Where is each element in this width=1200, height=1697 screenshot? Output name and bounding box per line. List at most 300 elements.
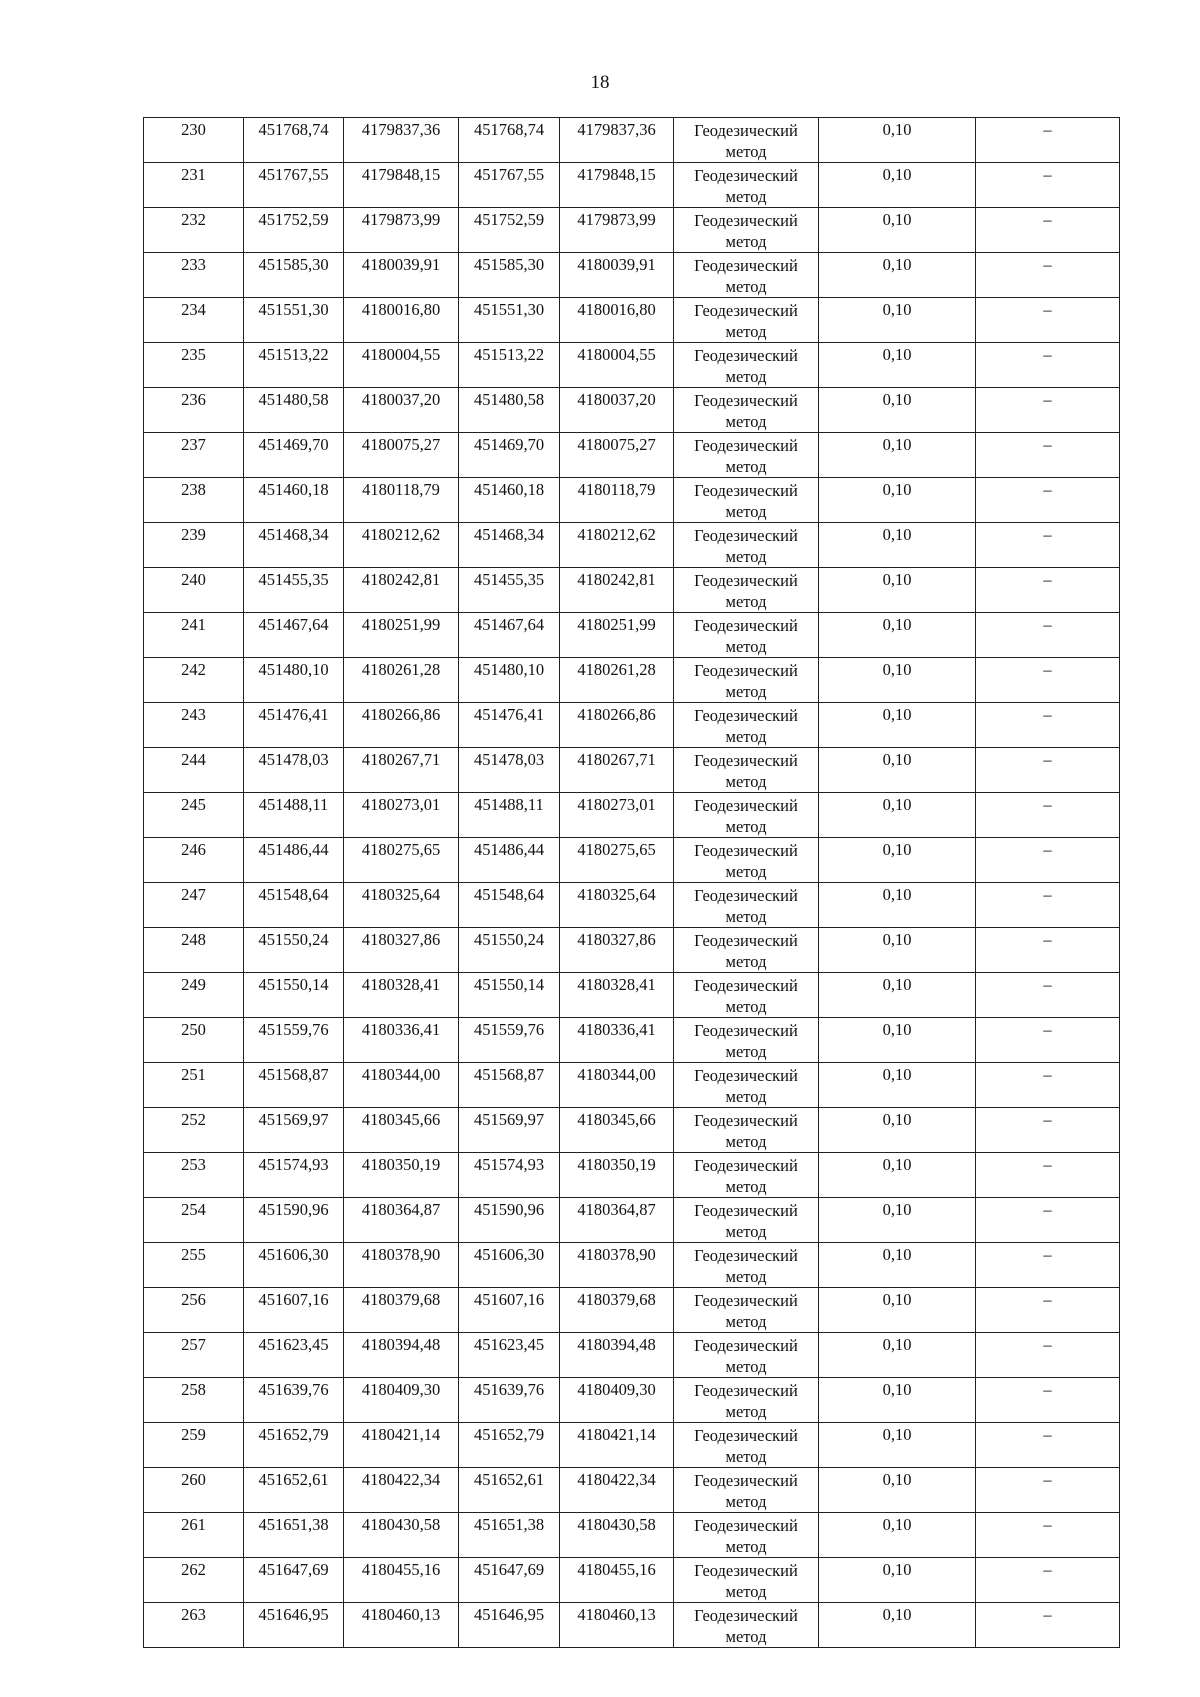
accuracy-cell: 0,10 [819,838,976,883]
x-existing-cell: 451550,14 [244,973,344,1018]
y-existing-cell: 4180345,66 [344,1108,459,1153]
table-row [144,1333,1120,1378]
description-cell: – [976,568,1120,613]
description-cell: – [976,298,1120,343]
description-cell: – [976,208,1120,253]
x-refined-cell: 451550,24 [459,928,560,973]
x-refined-cell: 451569,97 [459,1108,560,1153]
description-cell: – [976,1198,1120,1243]
y-existing-cell: 4180267,71 [344,748,459,793]
description-cell: – [976,1153,1120,1198]
accuracy-cell: 0,10 [819,343,976,388]
y-existing-cell: 4180409,30 [344,1378,459,1423]
point-number-cell: 231 [144,163,244,208]
point-number-cell: 244 [144,748,244,793]
y-existing-cell: 4180379,68 [344,1288,459,1333]
x-refined-cell: 451639,76 [459,1378,560,1423]
table-row [144,658,1120,703]
accuracy-cell: 0,10 [819,1153,976,1198]
description-cell: – [976,613,1120,658]
accuracy-cell: 0,10 [819,1513,976,1558]
y-existing-cell: 4180016,80 [344,298,459,343]
y-refined-cell: 4180409,30 [560,1378,674,1423]
table-row [144,1108,1120,1153]
x-existing-cell: 451467,64 [244,613,344,658]
point-number-cell: 249 [144,973,244,1018]
method-cell: Геодезический метод [674,838,819,883]
description-cell: – [976,1288,1120,1333]
y-existing-cell: 4180422,34 [344,1468,459,1513]
y-refined-cell: 4180267,71 [560,748,674,793]
description-cell: – [976,1558,1120,1603]
y-existing-cell: 4180344,00 [344,1063,459,1108]
table-row [144,1603,1120,1648]
point-number-cell: 236 [144,388,244,433]
method-cell: Геодезический метод [674,433,819,478]
x-existing-cell: 451652,61 [244,1468,344,1513]
y-refined-cell: 4179873,99 [560,208,674,253]
method-cell: Геодезический метод [674,298,819,343]
method-cell: Геодезический метод [674,1063,819,1108]
method-cell: Геодезический метод [674,208,819,253]
point-number-cell: 253 [144,1153,244,1198]
description-cell: – [976,928,1120,973]
point-number-cell: 235 [144,343,244,388]
description-cell: – [976,1018,1120,1063]
method-cell: Геодезический метод [674,1513,819,1558]
method-cell: Геодезический метод [674,1018,819,1063]
description-cell: – [976,478,1120,523]
coordinates-table [143,117,1120,1648]
accuracy-cell: 0,10 [819,433,976,478]
y-existing-cell: 4180251,99 [344,613,459,658]
y-existing-cell: 4180075,27 [344,433,459,478]
description-cell: – [976,1378,1120,1423]
description-cell: – [976,748,1120,793]
x-refined-cell: 451469,70 [459,433,560,478]
x-refined-cell: 451574,93 [459,1153,560,1198]
y-refined-cell: 4180325,64 [560,883,674,928]
method-cell: Геодезический метод [674,748,819,793]
x-existing-cell: 451548,64 [244,883,344,928]
method-cell: Геодезический метод [674,613,819,658]
description-cell: – [976,1108,1120,1153]
table-row [144,163,1120,208]
accuracy-cell: 0,10 [819,1558,976,1603]
y-refined-cell: 4180430,58 [560,1513,674,1558]
accuracy-cell: 0,10 [819,568,976,613]
method-cell: Геодезический метод [674,1333,819,1378]
accuracy-cell: 0,10 [819,1423,976,1468]
point-number-cell: 262 [144,1558,244,1603]
y-existing-cell: 4180350,19 [344,1153,459,1198]
y-refined-cell: 4180460,13 [560,1603,674,1648]
point-number-cell: 242 [144,658,244,703]
method-cell: Геодезический метод [674,883,819,928]
accuracy-cell: 0,10 [819,1018,976,1063]
accuracy-cell: 0,10 [819,208,976,253]
x-refined-cell: 451513,22 [459,343,560,388]
y-refined-cell: 4180455,16 [560,1558,674,1603]
y-existing-cell: 4179873,99 [344,208,459,253]
y-existing-cell: 4180004,55 [344,343,459,388]
method-cell: Геодезический метод [674,118,819,163]
method-cell: Геодезический метод [674,163,819,208]
description-cell: – [976,523,1120,568]
x-refined-cell: 451468,34 [459,523,560,568]
x-existing-cell: 451768,74 [244,118,344,163]
table-row [144,1513,1120,1558]
y-refined-cell: 4180379,68 [560,1288,674,1333]
y-existing-cell: 4180394,48 [344,1333,459,1378]
table-row [144,208,1120,253]
description-cell: – [976,973,1120,1018]
method-cell: Геодезический метод [674,1288,819,1333]
table-row [144,703,1120,748]
x-refined-cell: 451568,87 [459,1063,560,1108]
y-existing-cell: 4180037,20 [344,388,459,433]
table-row [144,973,1120,1018]
method-cell: Геодезический метод [674,478,819,523]
x-existing-cell: 451647,69 [244,1558,344,1603]
table-row [144,478,1120,523]
description-cell: – [976,1063,1120,1108]
x-refined-cell: 451460,18 [459,478,560,523]
y-existing-cell: 4180039,91 [344,253,459,298]
method-cell: Геодезический метод [674,1468,819,1513]
accuracy-cell: 0,10 [819,928,976,973]
x-refined-cell: 451551,30 [459,298,560,343]
accuracy-cell: 0,10 [819,298,976,343]
y-existing-cell: 4180273,01 [344,793,459,838]
y-refined-cell: 4180266,86 [560,703,674,748]
y-existing-cell: 4180455,16 [344,1558,459,1603]
point-number-cell: 239 [144,523,244,568]
table-body [144,118,1120,1648]
y-refined-cell: 4179837,36 [560,118,674,163]
x-refined-cell: 451550,14 [459,973,560,1018]
method-cell: Геодезический метод [674,568,819,613]
y-existing-cell: 4179848,15 [344,163,459,208]
point-number-cell: 261 [144,1513,244,1558]
y-existing-cell: 4180336,41 [344,1018,459,1063]
table-row [144,118,1120,163]
point-number-cell: 240 [144,568,244,613]
accuracy-cell: 0,10 [819,1378,976,1423]
x-refined-cell: 451646,95 [459,1603,560,1648]
accuracy-cell: 0,10 [819,1108,976,1153]
x-existing-cell: 451550,24 [244,928,344,973]
x-refined-cell: 451767,55 [459,163,560,208]
y-existing-cell: 4180328,41 [344,973,459,1018]
table-row [144,1288,1120,1333]
x-existing-cell: 451460,18 [244,478,344,523]
x-existing-cell: 451652,79 [244,1423,344,1468]
accuracy-cell: 0,10 [819,973,976,1018]
accuracy-cell: 0,10 [819,613,976,658]
method-cell: Геодезический метод [674,1558,819,1603]
point-number-cell: 243 [144,703,244,748]
x-refined-cell: 451590,96 [459,1198,560,1243]
x-refined-cell: 451467,64 [459,613,560,658]
x-existing-cell: 451486,44 [244,838,344,883]
description-cell: – [976,1603,1120,1648]
table-row [144,253,1120,298]
accuracy-cell: 0,10 [819,1063,976,1108]
accuracy-cell: 0,10 [819,1243,976,1288]
table-row [144,1198,1120,1243]
method-cell: Геодезический метод [674,703,819,748]
x-existing-cell: 451568,87 [244,1063,344,1108]
description-cell: – [976,658,1120,703]
method-cell: Геодезический метод [674,1153,819,1198]
x-existing-cell: 451623,45 [244,1333,344,1378]
accuracy-cell: 0,10 [819,1333,976,1378]
table-row [144,1558,1120,1603]
method-cell: Геодезический метод [674,343,819,388]
y-refined-cell: 4180037,20 [560,388,674,433]
description-cell: – [976,883,1120,928]
y-refined-cell: 4179848,15 [560,163,674,208]
y-existing-cell: 4180421,14 [344,1423,459,1468]
description-cell: – [976,118,1120,163]
description-cell: – [976,703,1120,748]
table-row [144,748,1120,793]
y-refined-cell: 4180242,81 [560,568,674,613]
y-refined-cell: 4180422,34 [560,1468,674,1513]
method-cell: Геодезический метод [674,793,819,838]
y-refined-cell: 4180394,48 [560,1333,674,1378]
point-number-cell: 238 [144,478,244,523]
table-row [144,523,1120,568]
table-row [144,1423,1120,1468]
point-number-cell: 254 [144,1198,244,1243]
table-row [144,388,1120,433]
point-number-cell: 252 [144,1108,244,1153]
description-cell: – [976,1333,1120,1378]
method-cell: Геодезический метод [674,1108,819,1153]
description-cell: – [976,433,1120,478]
x-existing-cell: 451590,96 [244,1198,344,1243]
x-existing-cell: 451469,70 [244,433,344,478]
x-refined-cell: 451652,79 [459,1423,560,1468]
point-number-cell: 256 [144,1288,244,1333]
y-refined-cell: 4180327,86 [560,928,674,973]
x-existing-cell: 451480,58 [244,388,344,433]
table-row [144,883,1120,928]
x-refined-cell: 451480,58 [459,388,560,433]
table-row [144,1243,1120,1288]
x-refined-cell: 451486,44 [459,838,560,883]
y-existing-cell: 4180261,28 [344,658,459,703]
y-existing-cell: 4180460,13 [344,1603,459,1648]
point-number-cell: 255 [144,1243,244,1288]
y-existing-cell: 4180430,58 [344,1513,459,1558]
point-number-cell: 233 [144,253,244,298]
table-row [144,298,1120,343]
x-existing-cell: 451752,59 [244,208,344,253]
page-number: 18 [590,72,610,93]
y-refined-cell: 4180364,87 [560,1198,674,1243]
point-number-cell: 232 [144,208,244,253]
x-existing-cell: 451455,35 [244,568,344,613]
y-existing-cell: 4180325,64 [344,883,459,928]
table-row [144,343,1120,388]
method-cell: Геодезический метод [674,253,819,298]
x-refined-cell: 451455,35 [459,568,560,613]
y-refined-cell: 4180039,91 [560,253,674,298]
x-existing-cell: 451767,55 [244,163,344,208]
y-refined-cell: 4180261,28 [560,658,674,703]
description-cell: – [976,253,1120,298]
accuracy-cell: 0,10 [819,1198,976,1243]
x-refined-cell: 451488,11 [459,793,560,838]
method-cell: Геодезический метод [674,1198,819,1243]
method-cell: Геодезический метод [674,1243,819,1288]
method-cell: Геодезический метод [674,658,819,703]
accuracy-cell: 0,10 [819,1468,976,1513]
x-existing-cell: 451646,95 [244,1603,344,1648]
x-refined-cell: 451476,41 [459,703,560,748]
y-refined-cell: 4180118,79 [560,478,674,523]
accuracy-cell: 0,10 [819,658,976,703]
accuracy-cell: 0,10 [819,883,976,928]
x-refined-cell: 451585,30 [459,253,560,298]
y-refined-cell: 4180273,01 [560,793,674,838]
point-number-cell: 247 [144,883,244,928]
y-refined-cell: 4180345,66 [560,1108,674,1153]
point-number-cell: 257 [144,1333,244,1378]
description-cell: – [976,1243,1120,1288]
point-number-cell: 260 [144,1468,244,1513]
method-cell: Геодезический метод [674,1423,819,1468]
description-cell: – [976,1423,1120,1468]
accuracy-cell: 0,10 [819,1288,976,1333]
accuracy-cell: 0,10 [819,523,976,568]
y-refined-cell: 4180421,14 [560,1423,674,1468]
y-refined-cell: 4180075,27 [560,433,674,478]
point-number-cell: 259 [144,1423,244,1468]
method-cell: Геодезический метод [674,1603,819,1648]
accuracy-cell: 0,10 [819,163,976,208]
table-row [144,613,1120,658]
x-existing-cell: 451569,97 [244,1108,344,1153]
y-existing-cell: 4180378,90 [344,1243,459,1288]
y-refined-cell: 4180016,80 [560,298,674,343]
x-existing-cell: 451468,34 [244,523,344,568]
accuracy-cell: 0,10 [819,253,976,298]
y-existing-cell: 4180266,86 [344,703,459,748]
method-cell: Геодезический метод [674,388,819,433]
accuracy-cell: 0,10 [819,118,976,163]
x-refined-cell: 451652,61 [459,1468,560,1513]
table-row [144,1468,1120,1513]
table-row [144,793,1120,838]
x-refined-cell: 451647,69 [459,1558,560,1603]
y-refined-cell: 4180004,55 [560,343,674,388]
point-number-cell: 250 [144,1018,244,1063]
accuracy-cell: 0,10 [819,703,976,748]
x-existing-cell: 451478,03 [244,748,344,793]
point-number-cell: 241 [144,613,244,658]
y-refined-cell: 4180336,41 [560,1018,674,1063]
y-refined-cell: 4180350,19 [560,1153,674,1198]
x-existing-cell: 451513,22 [244,343,344,388]
point-number-cell: 237 [144,433,244,478]
point-number-cell: 245 [144,793,244,838]
x-refined-cell: 451651,38 [459,1513,560,1558]
y-refined-cell: 4180378,90 [560,1243,674,1288]
accuracy-cell: 0,10 [819,748,976,793]
point-number-cell: 246 [144,838,244,883]
accuracy-cell: 0,10 [819,478,976,523]
y-refined-cell: 4180344,00 [560,1063,674,1108]
x-existing-cell: 451585,30 [244,253,344,298]
x-existing-cell: 451606,30 [244,1243,344,1288]
x-existing-cell: 451559,76 [244,1018,344,1063]
x-existing-cell: 451607,16 [244,1288,344,1333]
y-existing-cell: 4180327,86 [344,928,459,973]
y-existing-cell: 4179837,36 [344,118,459,163]
point-number-cell: 251 [144,1063,244,1108]
table-row [144,838,1120,883]
description-cell: – [976,388,1120,433]
description-cell: – [976,793,1120,838]
x-refined-cell: 451480,10 [459,658,560,703]
y-existing-cell: 4180212,62 [344,523,459,568]
x-refined-cell: 451548,64 [459,883,560,928]
table-row [144,1063,1120,1108]
method-cell: Геодезический метод [674,1378,819,1423]
y-refined-cell: 4180275,65 [560,838,674,883]
y-refined-cell: 4180328,41 [560,973,674,1018]
x-refined-cell: 451752,59 [459,208,560,253]
table-row [144,1378,1120,1423]
y-refined-cell: 4180251,99 [560,613,674,658]
method-cell: Геодезический метод [674,928,819,973]
table-row [144,928,1120,973]
description-cell: – [976,163,1120,208]
table-row [144,1018,1120,1063]
x-refined-cell: 451478,03 [459,748,560,793]
x-existing-cell: 451488,11 [244,793,344,838]
x-refined-cell: 451559,76 [459,1018,560,1063]
table-row [144,433,1120,478]
x-refined-cell: 451606,30 [459,1243,560,1288]
point-number-cell: 230 [144,118,244,163]
x-existing-cell: 451651,38 [244,1513,344,1558]
accuracy-cell: 0,10 [819,1603,976,1648]
description-cell: – [976,838,1120,883]
table-row [144,568,1120,613]
x-existing-cell: 451476,41 [244,703,344,748]
y-existing-cell: 4180364,87 [344,1198,459,1243]
point-number-cell: 234 [144,298,244,343]
x-existing-cell: 451480,10 [244,658,344,703]
y-existing-cell: 4180275,65 [344,838,459,883]
x-refined-cell: 451623,45 [459,1333,560,1378]
x-refined-cell: 451607,16 [459,1288,560,1333]
table-row [144,1153,1120,1198]
accuracy-cell: 0,10 [819,388,976,433]
method-cell: Геодезический метод [674,523,819,568]
x-refined-cell: 451768,74 [459,118,560,163]
x-existing-cell: 451551,30 [244,298,344,343]
point-number-cell: 263 [144,1603,244,1648]
y-existing-cell: 4180242,81 [344,568,459,613]
x-existing-cell: 451574,93 [244,1153,344,1198]
point-number-cell: 248 [144,928,244,973]
